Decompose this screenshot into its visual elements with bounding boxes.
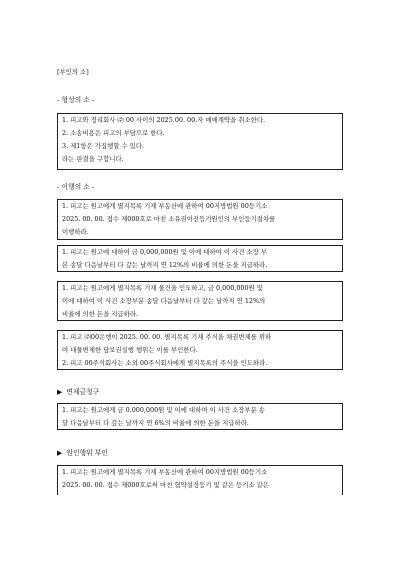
restitution-heading-text: 변제금청구 xyxy=(66,388,100,396)
performance-box-2-line-2: 본 송달 다음날부터 다 갚는 날까지 연 12%의 비율에 의한 돈을 지급하라. xyxy=(62,261,268,269)
cause-line-2: 2025. 00. 00. 접수 제000호로써 마친 협약설정등기 및 같은 등기소 같은 xyxy=(62,481,269,489)
triangle-marker-icon: ▶ xyxy=(57,449,63,457)
formation-line-1: 1. 피고와 정리회사 ㈜ 00 사이의 2025.00. 00.자 매매계약을 취소한다. xyxy=(62,116,266,124)
performance-box-2 xyxy=(57,245,343,272)
performance-box-4-line-3: 2. 피고 00주식회사는 소외 00주식회사에게 별지목록의 주식을 인도하라. xyxy=(62,359,268,367)
cause-heading-text: 원인행위 부인 xyxy=(66,449,108,457)
performance-box-4 xyxy=(57,330,343,370)
document-title: [부인의 소] xyxy=(57,68,89,76)
restitution-line-2: 달 다음날부터 다 갚는 날까지 연 6%의 비율에 의한 돈을 지급하라. xyxy=(62,419,249,427)
formation-box xyxy=(57,113,343,170)
restitution-box xyxy=(57,403,343,430)
performance-box-4-line-1: 1. 피고 ㈜00은행이 2025. 00. 00. 별지목록 기재 주식을 채권변제를 위하 xyxy=(62,333,272,341)
section-heading-formation: - 형성의 소 - xyxy=(57,96,95,104)
formation-line-3: 3. 제1항은 가집행할 수 있다. xyxy=(62,142,145,150)
performance-box-2-line-1: 1. 피고는 원고에 대하여 금 0,000,000원 및 이에 대하여 이 사건 소장 부 xyxy=(62,248,267,256)
performance-box-3-line-2: 이에 대하여 이 사건 소장부분 송달 다음날부터 다 갚는 날까지 연 12%의 xyxy=(62,297,266,305)
performance-box-3-line-3: 비율에 의한 돈을 지급하라. xyxy=(62,310,139,318)
formation-line-2: 2. 소송비용은 피고의 부담으로 한다. xyxy=(62,129,165,137)
cause-line-1: 1. 피고는 원고에게 별지목록 기재 부동산에 관하여 00지방법원 00등기소 xyxy=(62,468,268,476)
performance-box-4-line-2: 여 대물변제한 담보권실행 행위는 이를 부인한다. xyxy=(62,346,198,354)
section-heading-performance: - 이행의 소 - xyxy=(57,183,95,191)
formation-line-4: 라는 판결을 구합니다. xyxy=(62,155,124,163)
section-heading-restitution xyxy=(57,389,99,396)
section-heading-cause xyxy=(57,450,108,457)
performance-box-3-line-1: 1. 피고는 원고에게 별지목록 기재 물건을 인도하고, 금 0,000,000원 및 xyxy=(62,284,263,292)
performance-box-1-line-2: 2025. 00. 00. 접수 제000호로 마친 소유권이전등기원인의 부인등기절차를 xyxy=(62,215,276,223)
cause-box xyxy=(57,465,343,495)
performance-box-3 xyxy=(57,281,343,321)
performance-box-1 xyxy=(57,199,343,240)
restitution-line-1: 1. 피고는 원고에게 금 0.000,000원 및 이에 대하여 이 사건 소장부분 송 xyxy=(62,406,265,414)
performance-box-1-line-3: 이행하라. xyxy=(62,228,89,236)
performance-box-1-line-1: 1. 피고는 원고에게 별지목록 기재 부동산에 관하여 00지방법원 00등기소 xyxy=(62,202,268,210)
triangle-marker-icon: ▶ xyxy=(57,388,63,396)
